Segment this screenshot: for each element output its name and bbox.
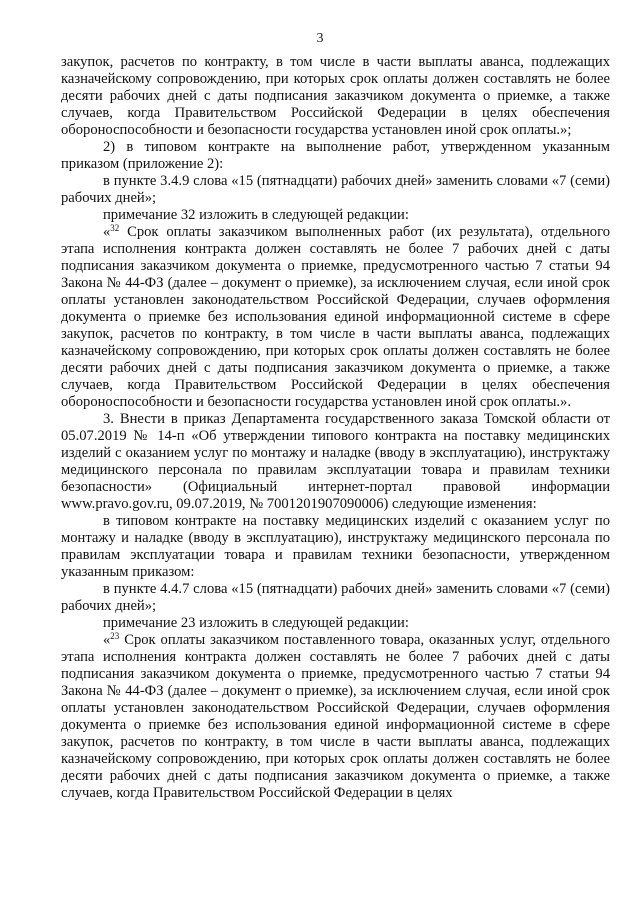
paragraph-note-32-text [61,224,610,411]
note-23-body: Срок оплаты заказчиком поставленного товара, оказанных услуг, отдельного этапа исполнения контракта должен составлять не более 7 рабочих дней с даты подписания заказчиком документа о приемке, предусмотренного частью 7 статьи 94 Закона № 44-ФЗ (далее – документ о приемке), за исключением случая, если иной срок оплаты установлен законодательством Российской Федерации, случаев оформления документа о приемке без использования единой информационной системе в сфере закупок, расчетов по контракту, в том числе в части выплаты аванса, подлежащих казначейскому сопровождению, при которых срок оплаты должен составлять не более десяти рабочих дней с даты подписания заказчиком документа о приемке, а также случаев, когда Правительством Российской Федерации в целях [61,632,610,801]
paragraph-note-23-intro: примечание 23 изложить в следующей редакции: [103,615,409,631]
paragraph-continuation: закупок, расчетов по контракту, в том числе в части выплаты аванса, подлежащих казначейскому сопровождению, при которых срок оплаты должен составлять не более десяти рабочих дней с даты подписания заказчиком документа о приемке, а также случаев, когда Правительством Российской Федерации в целях обеспечения обороноспособности и безопасности государства установлен иной срок оплаты.»; [61,54,610,138]
paragraph-item-2: 2) в типовом контракте на выполнение работ, утвержденном указанным приказом (приложение 2): [61,139,610,172]
note-32-body: Срок оплаты заказчиком выполненных работ (их результата), отдельного этапа исполнения контракта должен составлять не более 7 рабочих дней с даты подписания заказчиком документа о приемке, предусмотренного частью 7 статьи 94 Закона № 44-ФЗ (далее – документ о приемке), за исключением случая, если иной срок оплаты установлен законодательством Российской Федерации, случаев оформления документа о приемке без использования единой информационной системе в сфере закупок, расчетов по контракту, в том числе в части выплаты аванса, подлежащих казначейскому сопровождению, при которых срок оплаты должен составлять не более десяти рабочих дней с даты подписания заказчиком документа о приемке, а также случаев, когда Правительством Российской Федерации в целях обеспечения обороноспособности и безопасности государства установлен иной срок оплаты.». [61,224,610,410]
paragraph-note-23-text [61,632,610,802]
paragraph-clause-3-4-9: в пункте 3.4.9 слова «15 (пятнадцати) рабочих дней» заменить словами «7 (семи) рабочих дней»; [61,173,610,206]
paragraph-item-3: 3. Внести в приказ Департамента государственного заказа Томской области от 05.07.2019 № 14-п «Об утверждении типового контракта на поставку медицинских изделий с оказанием услуг по монтажу и наладке (вводу в эксплуатацию), инструктажу медицинского персонала по правилам эксплуатации товара и правилам техники безопасности» (Официальный интернет-портал правовой информации www.pravo.gov.ru, 09.07.2019, № 7001201907090006) следующие изменения: [61,411,610,512]
open-quote: « [103,224,111,240]
footnote-marker-32: 32 [110,223,120,233]
paragraph-note-32-intro: примечание 32 изложить в следующей редакции: [103,207,409,223]
footnote-marker-23: 23 [110,631,120,641]
paragraph-contract-intro: в типовом контракте на поставку медицинских изделий с оказанием услуг по монтажу и наладке (вводу в эксплуатацию), инструктажу медицинского персонала по правилам эксплуатации товара и правилам техники безопасности, утвержденном указанным приказом: [61,513,610,580]
page-number: 3 [316,31,324,46]
open-quote: « [103,632,111,648]
paragraph-clause-4-4-7: в пункте 4.4.7 слова «15 (пятнадцати) рабочих дней» заменить словами «7 (семи) рабочих дней»; [61,581,610,614]
document-body [61,54,610,802]
